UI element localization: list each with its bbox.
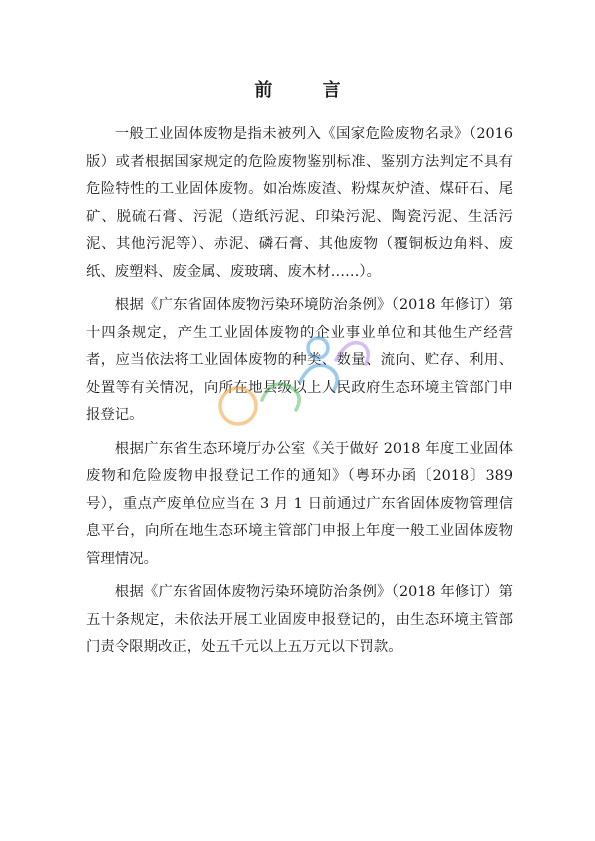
paragraph-regulation-article-14: 根据《广东省固体废物污染环境防治条例》（2018 年修订）第十四条规定，产生工业固体废物的企业事业单位和其他生产经营者，应当依法将工业固体废物的种类、数量、流向、贮存、利用、处置等有关情况，向所在地县级以上人民政府生态环境主管部门申报登记。 <box>86 297 513 423</box>
page-title: 前 言 <box>254 80 363 101</box>
paragraph-notice-2018: 根据广东省生态环境厅办公室《关于做好 2018 年度工业固体废物和危险废物申报登记工作的通知》（粤环办函〔2018〕389 号），重点产废单位应当在 3 月 1 日前通过广东省固体废物管理信息平台，向所在地生态环境主管部门申报上年度一般工业固体废物管理情况。 <box>86 440 513 567</box>
paragraph-definition: 一般工业固体废物是指未被列入《国家危险废物名录》（2016 版）或者根据国家规定的危险废物鉴别标准、鉴别方法判定不具有危险特性的工业固体废物。如冶炼废渣、粉煤灰炉渣、煤矸石、尾矿、脱硫石膏、污泥（造纸污泥、印染污泥、陶瓷污泥、生活污泥、其他污泥等）、赤泥、磷石膏、其他废物（覆铜板边角料、废纸、废塑料、废金属、废玻璃、废木材……）。 <box>86 126 513 280</box>
paragraph-regulation-article-50: 根据《广东省固体废物污染环境防治条例》（2018 年修订）第五十条规定，未依法开展工业固废申报登记的，由生态环境主管部门责令限期改正，处五千元以上五万元以下罚款。 <box>86 584 513 655</box>
document-body <box>86 121 513 668</box>
